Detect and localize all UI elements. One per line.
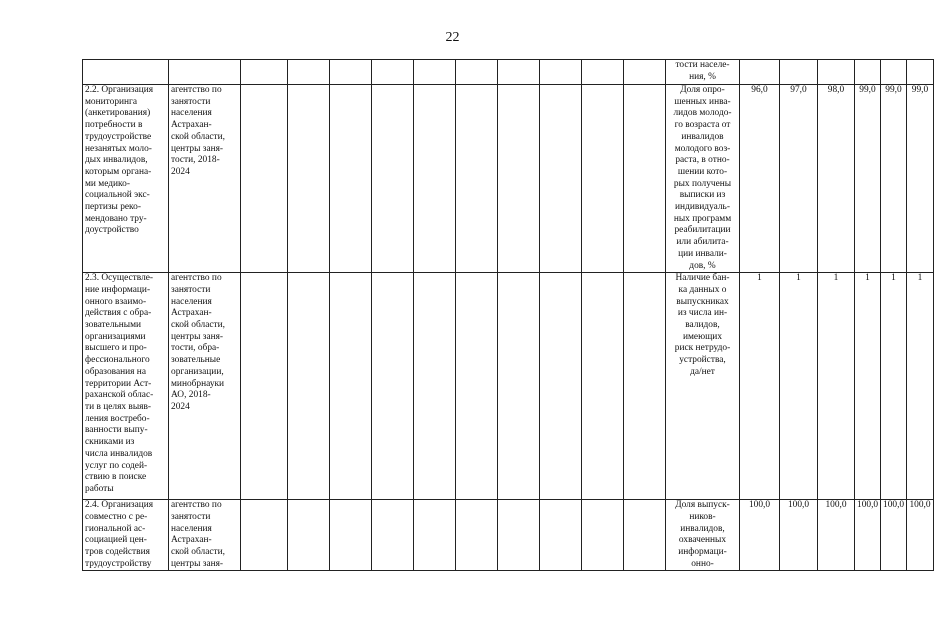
empty-cell xyxy=(456,60,498,85)
value-cell xyxy=(855,60,881,85)
value-cell xyxy=(740,60,780,85)
activity-cell: 2.4. Организация совместно с ре- гиональной ас- социацией цен- тров содействия трудоустройству xyxy=(83,500,169,571)
empty-cell xyxy=(624,60,666,85)
program-table xyxy=(82,59,934,571)
empty-cell xyxy=(330,500,372,571)
activity-cell: 2.2. Организация мониторинга (анкетирования) потребности в трудоустройстве незанятых моло- дых инвалидов, которым органа- ми медико- социальной экс- пертизы реко- мендовано тру- доустройство xyxy=(83,85,169,273)
empty-cell xyxy=(372,85,414,273)
empty-cell xyxy=(498,500,540,571)
executor-cell: агентство по занятости населения Астрахан- ской области, центры заня- xyxy=(169,500,241,571)
empty-cell xyxy=(288,500,330,571)
table-row xyxy=(83,500,934,571)
table-row xyxy=(83,273,934,500)
activity-cell: 2.3. Осуществле- ние информаци- онного взаимо- действия с обра- зовательными организациями высшего и про- фессионального образования на территории Аст- раханской облас- ти в целях выяв- ления востребо- ванности выпу- скниками из числа инвалидов услуг по содей- ствию в поиске работы xyxy=(83,273,169,500)
empty-cell xyxy=(288,85,330,273)
table-body xyxy=(83,60,934,571)
value-cell: 98,0 xyxy=(818,85,855,273)
empty-cell xyxy=(456,273,498,500)
empty-cell xyxy=(456,500,498,571)
empty-cell xyxy=(498,85,540,273)
empty-cell xyxy=(582,85,624,273)
activity-cell xyxy=(83,60,169,85)
indicator-cell: Доля опро- шенных инва- лидов молодо- го возраста от инвалидов молодого воз- раста, в отно- шении кото- рых получены выписки из индивидуаль- ных программ реабилитации или абилита- ции инвали- дов, % xyxy=(666,85,740,273)
empty-cell xyxy=(330,60,372,85)
value-cell: 99,0 xyxy=(907,85,934,273)
value-cell xyxy=(818,60,855,85)
page-number: 22 xyxy=(445,30,460,45)
empty-cell xyxy=(372,273,414,500)
empty-cell xyxy=(288,273,330,500)
value-cell xyxy=(881,60,907,85)
empty-cell xyxy=(414,60,456,85)
executor-cell: агентство по занятости населения Астрахан- ской области, центры заня- тости, 2018- 2024 xyxy=(169,85,241,273)
empty-cell xyxy=(624,273,666,500)
executor-cell xyxy=(169,60,241,85)
empty-cell xyxy=(241,500,288,571)
empty-cell xyxy=(372,60,414,85)
empty-cell xyxy=(540,85,582,273)
value-cell: 100,0 xyxy=(907,500,934,571)
empty-cell xyxy=(241,85,288,273)
empty-cell xyxy=(498,60,540,85)
value-cell: 1 xyxy=(855,273,881,500)
value-cell: 99,0 xyxy=(881,85,907,273)
empty-cell xyxy=(540,60,582,85)
value-cell: 97,0 xyxy=(780,85,818,273)
value-cell xyxy=(780,60,818,85)
executor-cell: агентство по занятости населения Астрахан- ской области, центры заня- тости, обра- зовательные организации, минобрнауки АО, 2018- 2024 xyxy=(169,273,241,500)
empty-cell xyxy=(288,60,330,85)
value-cell: 1 xyxy=(740,273,780,500)
value-cell: 1 xyxy=(818,273,855,500)
empty-cell xyxy=(624,500,666,571)
table-row xyxy=(83,85,934,273)
value-cell: 100,0 xyxy=(881,500,907,571)
value-cell: 1 xyxy=(881,273,907,500)
value-cell: 100,0 xyxy=(855,500,881,571)
empty-cell xyxy=(624,85,666,273)
value-cell: 1 xyxy=(780,273,818,500)
value-cell: 99,0 xyxy=(855,85,881,273)
table-row xyxy=(83,60,934,85)
indicator-cell: Доля выпуск- ников- инвалидов, охваченных информаци- онно- xyxy=(666,500,740,571)
indicator-cell: тости населе- ния, % xyxy=(666,60,740,85)
empty-cell xyxy=(582,500,624,571)
empty-cell xyxy=(330,273,372,500)
value-cell: 100,0 xyxy=(740,500,780,571)
empty-cell xyxy=(241,273,288,500)
value-cell xyxy=(907,60,934,85)
empty-cell xyxy=(414,273,456,500)
value-cell: 100,0 xyxy=(780,500,818,571)
empty-cell xyxy=(414,85,456,273)
empty-cell xyxy=(498,273,540,500)
empty-cell xyxy=(241,60,288,85)
empty-cell xyxy=(414,500,456,571)
empty-cell xyxy=(372,500,414,571)
indicator-cell: Наличие бан- ка данных о выпускниках из числа ин- валидов, имеющих риск нетрудо- устройства, да/нет xyxy=(666,273,740,500)
empty-cell xyxy=(540,273,582,500)
value-cell: 96,0 xyxy=(740,85,780,273)
empty-cell xyxy=(540,500,582,571)
empty-cell xyxy=(330,85,372,273)
empty-cell xyxy=(456,85,498,273)
empty-cell xyxy=(582,60,624,85)
value-cell: 1 xyxy=(907,273,934,500)
value-cell: 100,0 xyxy=(818,500,855,571)
empty-cell xyxy=(582,273,624,500)
